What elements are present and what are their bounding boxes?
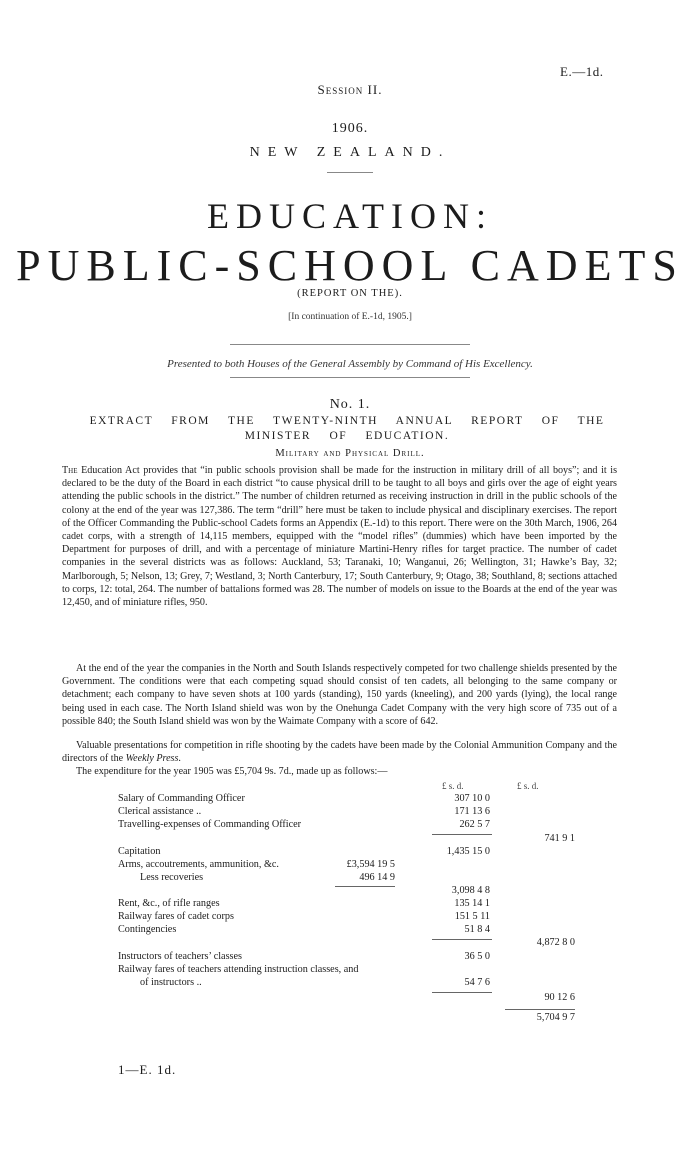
main-subtitle-title: PUBLIC-SCHOOL CADETS [16, 241, 684, 290]
subtotal-rule [432, 939, 492, 940]
table-row-label: Clerical assistance .. [118, 806, 202, 817]
table-cell: 54 7 6 [464, 977, 490, 988]
table-cell: 1,435 15 0 [446, 846, 490, 857]
column-header: £ s. d. [442, 781, 464, 791]
column-header: £ s. d. [517, 781, 539, 791]
table-row-label-cont: of instructors .. [140, 977, 202, 988]
extract-heading: EXTRACT FROM THE TWENTY-NINTH ANNUAL REPORT OF THE MINISTER OF EDUCATION. [89, 415, 605, 442]
table-cell: 135 14 1 [454, 898, 490, 909]
table-cell-subtotal: 741 9 1 [544, 833, 575, 844]
table-cell: 3,098 4 8 [451, 885, 490, 896]
section-number: No. 1. [329, 397, 371, 412]
subtotal-rule [432, 992, 492, 993]
report-subtitle: (REPORT ON THE). [297, 288, 403, 299]
main-title: EDUCATION: [207, 196, 493, 236]
table-row-label: Less recoveries [140, 872, 204, 883]
table-cell-subtotal: 90 12 6 [544, 992, 575, 1003]
paragraph-presentations: Valuable presentations for competition in rifle shooting by the cadets have been made by the Colonial Ammunition Company and the directors of the Weekly Press. [62, 740, 617, 765]
subtotal-rule [335, 886, 395, 887]
country-label: NEW ZEALAND. [249, 145, 451, 160]
table-row-label: Arms, accoutrements, ammunition, &c. [118, 859, 279, 870]
paragraph-lead-word: The [62, 465, 78, 476]
year-label: 1906. [331, 121, 369, 136]
table-cell: 262 5 7 [459, 819, 490, 830]
table-cell: 51 8 4 [464, 924, 490, 935]
table-row-label: Rent, &c., of rifle ranges [118, 898, 220, 909]
table-cell-subtotal: 4,872 8 0 [536, 937, 575, 948]
page-footer-mark: 1—E. 1d. [118, 1062, 177, 1077]
subtotal-rule [432, 834, 492, 835]
session-label: Session II. [317, 82, 383, 97]
document-reference: E.—1d. [560, 64, 604, 79]
table-row-label: Capitation [118, 846, 161, 857]
table-cell: £3,594 19 5 [346, 859, 395, 870]
table-cell: 151 5 11 [454, 911, 490, 922]
table-row-label: Travelling-expenses of Commanding Officer [118, 819, 302, 830]
table-cell: 171 13 6 [454, 806, 490, 817]
paragraph-shields: At the end of the year the companies in the North and South Islands respectively competed for two challenge shields presented by the Government. The conditions were that each competing squad should consist of ten cadets, all belonging to the same company or detachment; each company to have seven shots at 100 yards (standing), 150 yards (kneeling), and 200 yards (lying), the local range being used in each case. The North Island shield was won by the Onehunga Cadet Company with the very high score of 735 out of a possible 840; the South Island shield was won by the Waimate Company with a score of 642. [62, 663, 617, 727]
table-cell: 307 10 0 [454, 793, 490, 804]
continuation-note: [In continuation of E.-1d, 1905.] [288, 312, 412, 322]
table-total: 5,704 9 7 [536, 1012, 575, 1023]
table-cell: 496 14 9 [359, 872, 395, 883]
presentation-note: Presented to both Houses of the General Assembly by Command of His Excellency. [167, 358, 533, 370]
publication-name: Weekly Press [125, 753, 179, 765]
table-row-label: Instructors of teachers’ classes [118, 951, 242, 962]
table-cell: 36 5 0 [464, 951, 490, 962]
paragraph-expenditure: The expenditure for the year 1905 was £5,704 9s. 7d., made up as follows:— [76, 766, 388, 777]
paragraph-drill: The Education Act provides that “in public schools provision shall be made for the instruction in military drill of all boys”; and it is declared to be the duty of the Board in each district “to cause physical drill to be taught to all boys and girls over the age of eight years attending the public schools in the district.” The number of children returned as receiving instruction in drill in the public schools of the colony at the end of the year was 127,386. The term “drill” here must be taken to include physical and disciplinary exercises. The report of the Officer Commanding the Public-school Cadets forms an Appendix (E.-1d) to this report. There were on the 30th March, 1906, 264 cadet corps, with a strength of 14,115 members, equipped with the “model rifles” (dummies) which have been imported by the Department for purposes of drill, and with a percentage of miniature Martini-Henry rifles for target practice. The number of cadet companies in the several districts was as follows: Auckland, 53; Taranaki, 10; Wanganui, 26; Wellington, 31; Hawke’s Bay, 32; Marlborough, 5; Nelson, 13; Grey, 7; Westland, 3; North Canterbury, 17; South Canterbury, 9; Otago, 38; Southland, 8; sections attached to corps, 12: total, 264. The number of battalions formed was 28. The number of models on issue to the Boards at the end of the year was 12,450, and of miniature rifles, 950. [62, 465, 617, 609]
table-row-label: Railway fares of cadet corps [118, 911, 234, 922]
table-row-label: Contingencies [118, 924, 177, 935]
table-row-label: Railway fares of teachers attending instruction classes, and [118, 964, 359, 975]
table-row-label: Salary of Commanding Officer [118, 793, 245, 804]
total-rule [505, 1009, 575, 1010]
section-subheading: Military and Physical Drill. [275, 448, 425, 459]
